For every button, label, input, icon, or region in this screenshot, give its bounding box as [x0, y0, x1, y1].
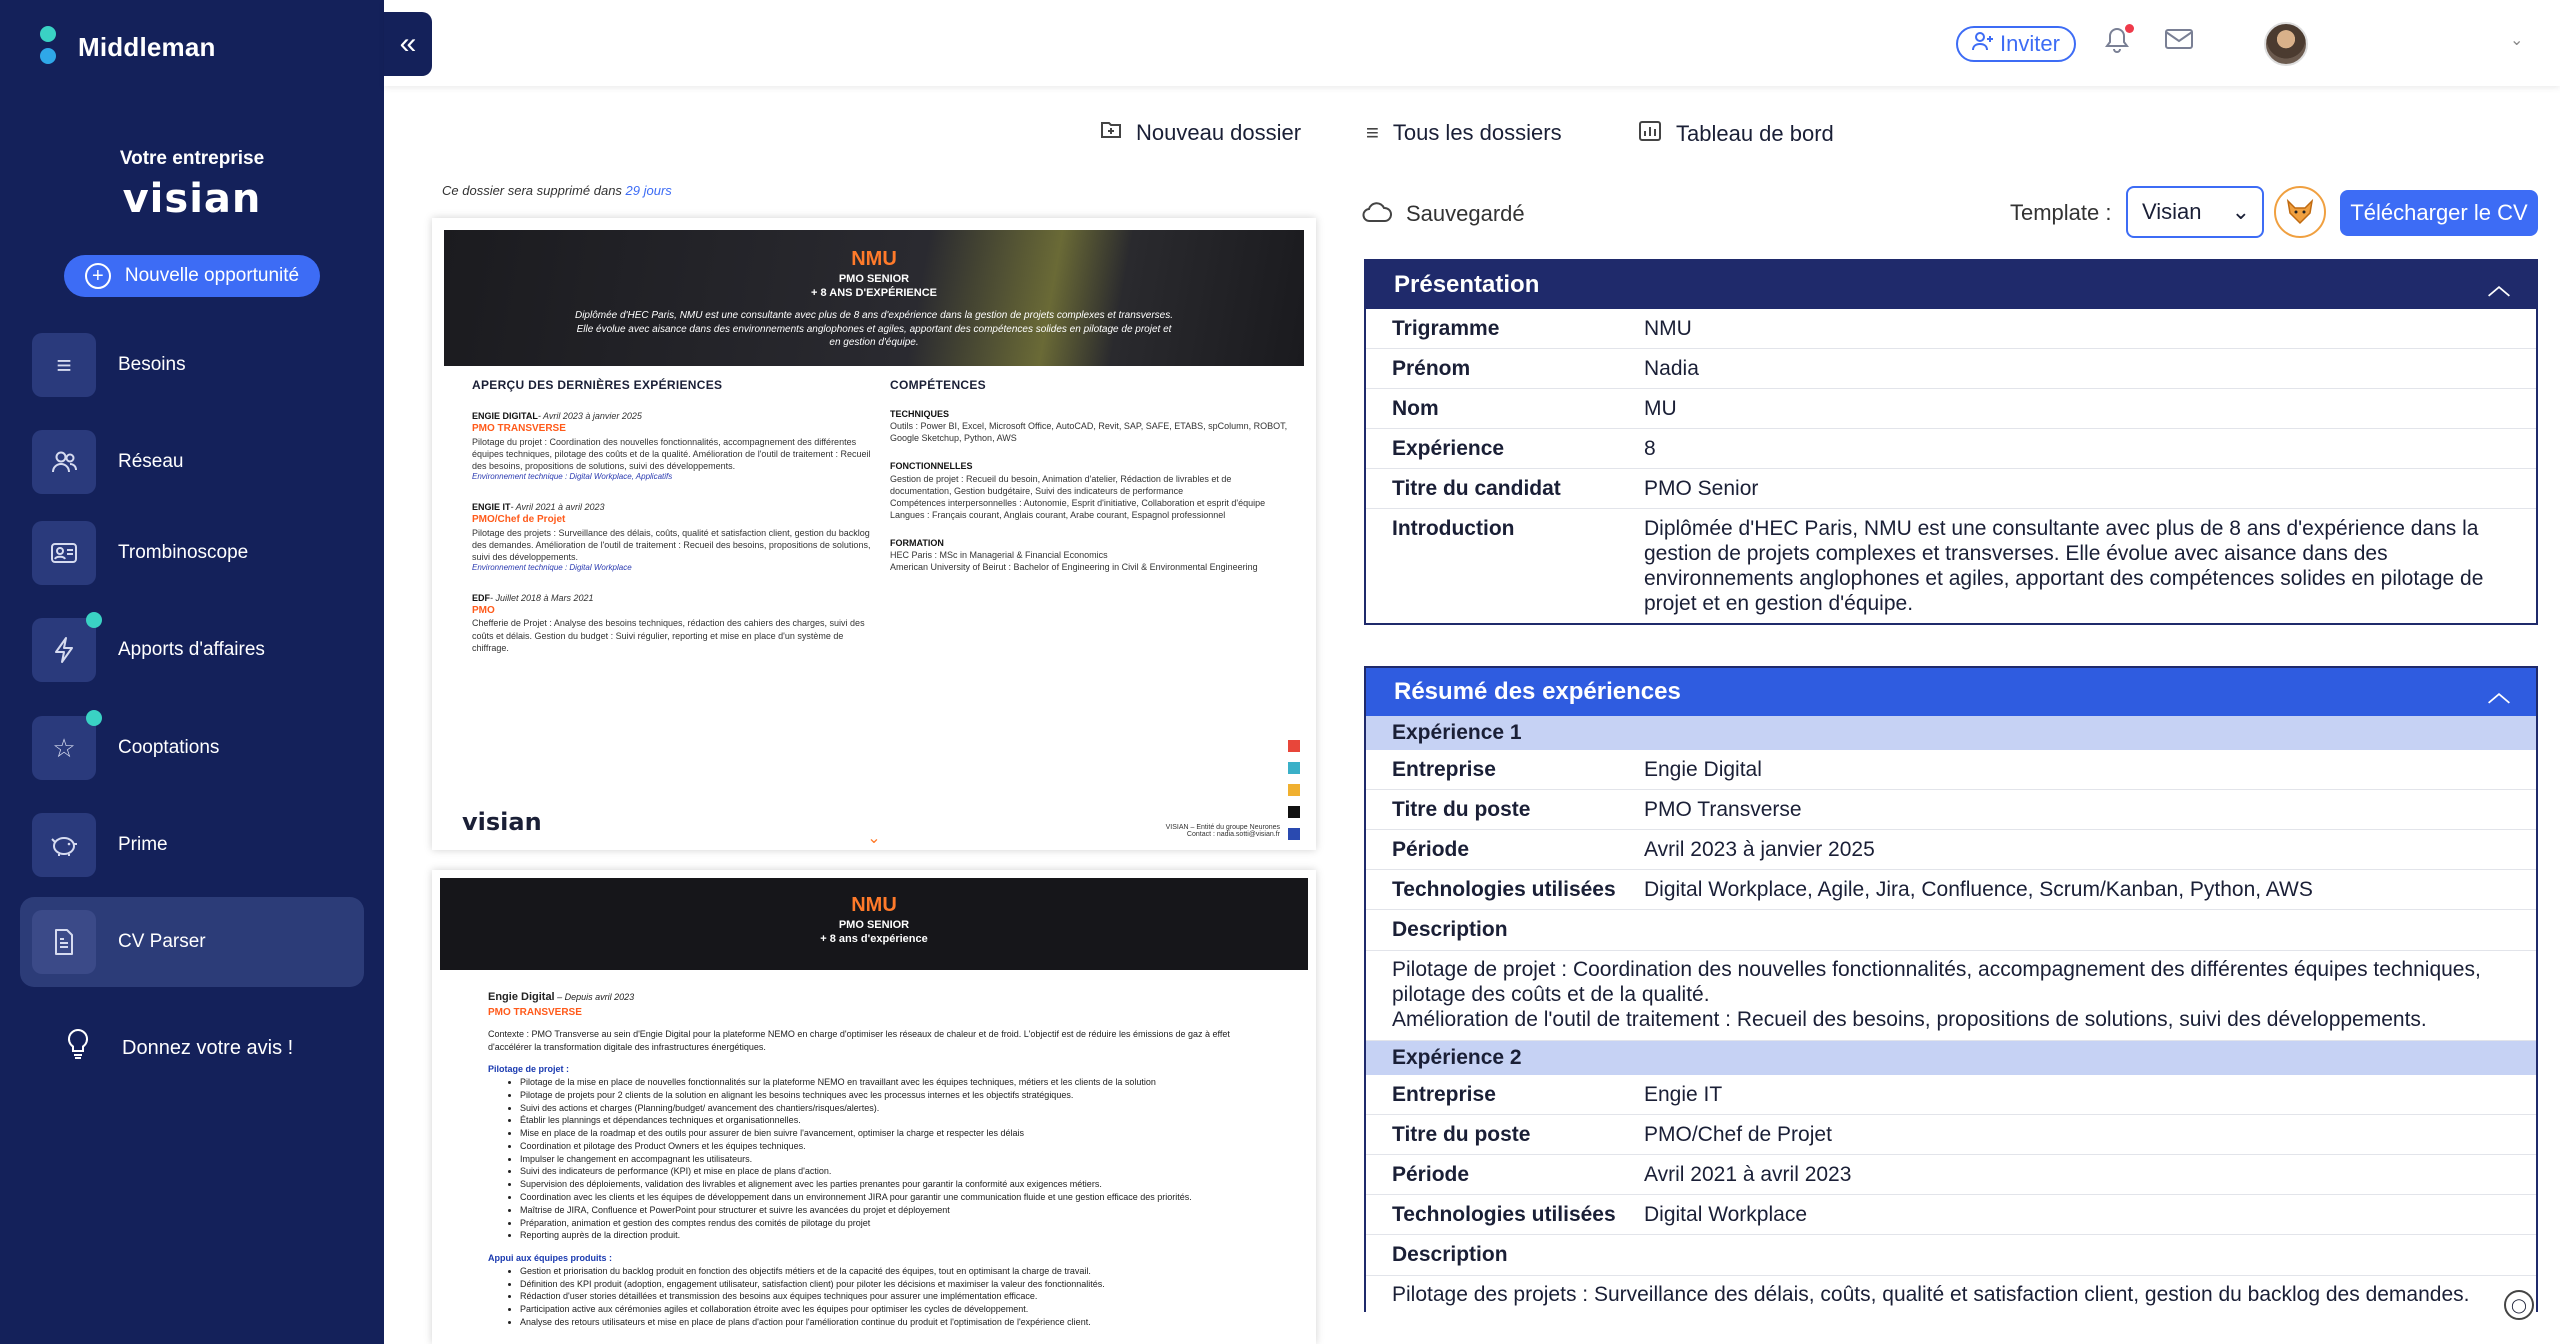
cv-skill-group: [890, 537, 1292, 573]
chat-help-button[interactable]: [2504, 1290, 2534, 1320]
sidebar-item-label: Prime: [118, 834, 168, 855]
notification-dot: [86, 612, 102, 628]
experiences-title: Résumé des expériences: [1394, 678, 1681, 705]
presentation-header[interactable]: [1366, 261, 2536, 309]
field-row[interactable]: [1366, 1155, 2536, 1195]
cv-skill-group: [890, 460, 1292, 521]
skill-title: FONCTIONNELLES: [890, 461, 973, 472]
bullet-item: • Rédaction d'user stories détaillées et transmission des besoins aux équipes techniques pour assurer une implémentation efficace.: [520, 1290, 1268, 1303]
invite-label: Inviter: [2000, 31, 2060, 56]
field-row[interactable]: [1366, 750, 2536, 790]
double-chevron-left-icon: «: [399, 27, 417, 60]
field-row[interactable]: [1366, 469, 2536, 509]
chat-bubble-icon: ◯: [2511, 1296, 2527, 1313]
field-row[interactable]: [1366, 1195, 2536, 1235]
sidebar-item-label: Cooptations: [118, 737, 220, 758]
people-icon: [32, 430, 96, 494]
sidebar: [0, 0, 384, 1344]
sidebar-item-label: Trombinoscope: [118, 542, 249, 563]
footer-line: Contact : nadia.sotti@visian.fr: [1186, 831, 1280, 838]
cv-banner: [444, 230, 1304, 366]
exp-role: PMO TRANSVERSE: [472, 423, 566, 435]
cv-experiences-heading: [472, 378, 872, 392]
exp-company: ENGIE DIGITAL: [472, 411, 538, 421]
page-break-chevron-icon: ⌄: [867, 830, 881, 847]
exp-env: Environnement technique : Digital Workplace, Applicatifs: [472, 472, 673, 482]
notifications-button[interactable]: [2104, 26, 2130, 61]
star-icon: ☆: [32, 716, 96, 780]
cv-experience: [472, 410, 872, 483]
experience-heading: Expérience 1: [1366, 716, 2536, 750]
tab-tous-les-dossiers[interactable]: [1366, 120, 1562, 146]
cv-years: + 8 ANS D'EXPÉRIENCE: [811, 287, 937, 299]
new-opportunity-button[interactable]: [64, 255, 320, 297]
bullet-item: • Pilotage de projets pour 2 clients de la solution en alignant les besoins techniques avec les processus internes et les objectifs stratégiques.: [520, 1089, 1268, 1102]
exp-text: Chefferie de Projet : Analyse des besoins techniques, rédaction des cahiers des charges, suivi des coûts et délais. Gestion du budget : Suivi régulier, reporting et mise en place d'un système de chiffrage.: [472, 618, 865, 653]
exp-dates: – Depuis avril 2023: [557, 992, 635, 1002]
field-row[interactable]: [1366, 309, 2536, 349]
cv-detail-body: [488, 990, 1268, 1329]
list-icon: ≡: [32, 333, 96, 397]
fox-mascot-icon[interactable]: [2274, 186, 2326, 238]
field-value[interactable]: Avril 2023 à janvier 2025: [1644, 838, 1875, 861]
field-value[interactable]: PMO Transverse: [1644, 798, 1802, 821]
cv-years: + 8 ans d'expérience: [820, 933, 928, 945]
field-value[interactable]: Engie Digital: [1644, 758, 1762, 781]
exp-company: Engie Digital: [488, 991, 555, 1003]
exp-text: Pilotage du projet : Coordination des nouvelles fonctionnalités, accompagnement des différentes équipes techniques, pilotage des coûts et de la qualité. Amélioration de l'outil de traitement : Recueil des besoins, propositions de solutions, suivi des développements.: [472, 436, 871, 471]
skill-title: FORMATION: [890, 538, 944, 549]
unread-dot: [2125, 24, 2134, 33]
chevron-up-icon[interactable]: ︿: [2487, 273, 2510, 299]
sidebar-item-cooptations[interactable]: [20, 703, 364, 793]
cv-skills-column: [890, 378, 1292, 574]
field-label: Expérience: [1392, 437, 1505, 460]
field-value[interactable]: Nadia: [1644, 357, 1699, 380]
document-icon: [32, 910, 96, 974]
field-label: Technologies utilisées: [1392, 878, 1616, 901]
lightning-icon: [32, 618, 96, 682]
cloud-icon: [1362, 198, 1392, 230]
field-label: Période: [1392, 838, 1470, 861]
field-label: Prénom: [1392, 357, 1471, 380]
bullet-item: • Pilotage de la mise en place de nouvelles fonctionnalités sur la plateforme NEMO en travaillant avec les équipes techniques, métiers et les clients de la solution: [520, 1076, 1268, 1089]
chart-icon: [1638, 120, 1662, 148]
cv-experience: [472, 501, 872, 574]
exp-text: Pilotage des projets : Surveillance des délais, coûts, qualité et satisfaction client, gestion du backlog des demandes. Amélioration de l'outil de traitement : Recueil des besoins, propositions de solutions, suivi des développements.: [472, 527, 871, 562]
template-select[interactable]: [2126, 186, 2264, 238]
id-card-icon: [32, 521, 96, 585]
bullet-item: • Gestion et priorisation du backlog produit en fonction des objectifs métiers et de la capacité des équipes, tout en optimisant la charge de travail.: [520, 1265, 1268, 1278]
cv-skill-group: [890, 408, 1292, 444]
bullet-item: • Établir les plannings et dépendances techniques et organisationnelles.: [520, 1114, 1268, 1127]
sidebar-item-label: CV Parser: [118, 931, 206, 952]
field-row[interactable]: [1366, 830, 2536, 870]
field-label: Entreprise: [1392, 758, 1496, 781]
description-label: Description: [1366, 1235, 2536, 1276]
cv-intro: Diplômée d'HEC Paris, NMU est une consultante avec plus de 8 ans d'expérience dans la gestion de projets complexes et transverses. Elle évolue avec aisance dans des environnements anglophones et agiles, apportant des compétences solides en pilotage de projet et en gestion d'équipe.: [574, 310, 1174, 348]
exp-context: Contexte : PMO Transverse au sein d'Engie Digital pour la plateforme NEMO en charge d'optimiser les réseaux de chaleur et de froid. L'objectif est de réduire les émissions de gaz à effet d'accélérer la transformation digitale des infrastructures énergétiques.: [488, 1028, 1230, 1052]
exp-env: Environnement technique : Digital Workplace: [472, 562, 632, 572]
exp-dates: - Avril 2021 à avril 2023: [510, 501, 605, 512]
notification-dot: [86, 710, 102, 726]
bullet-item: • Reporting auprès de la direction produit.: [520, 1229, 1268, 1242]
field-label: Titre du poste: [1392, 1123, 1531, 1146]
heading-part: APERÇU DES DERNIÈRES: [472, 378, 634, 392]
exp-role: PMO: [472, 604, 495, 616]
lightbulb-icon: [60, 1028, 96, 1068]
field-value[interactable]: Digital Workplace: [1644, 1203, 1808, 1226]
cv-preview-page-1[interactable]: [432, 218, 1316, 850]
tab-nouveau-dossier[interactable]: [1100, 120, 1301, 146]
sidebar-item-label: Réseau: [118, 451, 184, 472]
exp-company: ENGIE IT: [472, 501, 511, 512]
chevron-up-icon[interactable]: ︿: [2487, 680, 2510, 706]
skill-line: American University of Beirut : Bachelor of Engineering in Civil & Environmental Engineering: [890, 562, 1258, 573]
skill-line: Gestion de projet : Recueil du besoin, Animation d'atelier, Rédaction de livrables et de documentation, Gestion budgétaire, Suivi des indicateurs de performance: [890, 473, 1232, 496]
cv-experiences-column: [472, 378, 872, 654]
company-logo: visian: [122, 176, 262, 222]
bullet-item: • Impulser le changement en accompagnant les utilisateurs.: [520, 1153, 1268, 1166]
save-status: [1362, 198, 1525, 230]
field-value[interactable]: NMU: [1644, 317, 1692, 340]
field-label: Introduction: [1392, 517, 1515, 540]
feedback-link[interactable]: [60, 1028, 293, 1068]
tab-label: Tableau de bord: [1676, 121, 1834, 146]
field-label: Titre du poste: [1392, 798, 1531, 821]
experiences-card: [1364, 666, 2538, 1312]
sidebar-item-cv-parser[interactable]: [20, 897, 364, 987]
cv-experience: [472, 592, 872, 654]
field-row[interactable]: [1366, 349, 2536, 389]
cv-name: NMU: [851, 894, 897, 916]
field-label: Période: [1392, 1163, 1470, 1186]
bullet-item: • Maîtrise de JIRA, Confluence et PowerPoint pour structurer et suivre les avancées du projet et déployement: [520, 1204, 1268, 1217]
field-value[interactable]: 8: [1644, 437, 1656, 460]
presentation-title: Présentation: [1394, 271, 1540, 298]
skill-line: Langues : Français courant, Anglais courant, Arabe courant, Espagnol professionnel: [890, 509, 1226, 520]
cv-role: PMO SENIOR: [838, 273, 910, 285]
company-block: [0, 148, 384, 222]
deletion-notice: [442, 183, 672, 198]
experiences-header[interactable]: [1366, 668, 2536, 716]
account-menu-caret-icon[interactable]: ⌄: [2510, 32, 2524, 49]
template-label: Template :: [2010, 200, 2112, 225]
field-value[interactable]: MU: [1644, 397, 1677, 420]
exp-bullets: [520, 1076, 1268, 1242]
sidebar-item-reseau[interactable]: [20, 417, 364, 507]
exp-section-title: Pilotage de projet :: [488, 1064, 570, 1075]
piggy-bank-icon: [32, 813, 96, 877]
user-plus-icon: [1972, 31, 1994, 57]
skill-line: Compétences interpersonnelles : Autonomie, Esprit d'initiative, Collaboration et esprit d'équipe: [890, 497, 1266, 508]
exp-company: EDF: [472, 592, 490, 603]
description-value[interactable]: Pilotage des projets : Surveillance des délais, coûts, qualité et satisfaction client, gestion du backlog des demandes.: [1366, 1276, 2536, 1312]
brand[interactable]: [38, 26, 216, 68]
cv-footer-logo: visian: [462, 808, 542, 836]
experience-heading: Expérience 2: [1366, 1041, 2536, 1075]
bullet-item: • Préparation, animation et gestion des comptes rendus des comités de pilotage du projet: [520, 1217, 1268, 1230]
middleman-logo-icon: [38, 26, 58, 68]
skill-line: Outils : Power BI, Excel, Microsoft Office, AutoCAD, Revit, SAP, SAFE, ETABS, spColumn, ROBOT, Google Sketchup, Python, AWS: [890, 421, 1288, 444]
sidebar-item-besoins[interactable]: [20, 320, 364, 410]
field-value[interactable]: PMO Senior: [1644, 477, 1759, 500]
exp-section-title: Appui aux équipes produits :: [488, 1253, 613, 1264]
topbar: [384, 0, 2560, 86]
exp-role: PMO TRANSVERSE: [488, 1006, 582, 1018]
field-label: Technologies utilisées: [1392, 1203, 1616, 1226]
field-value[interactable]: Avril 2021 à avril 2023: [1644, 1163, 1852, 1186]
field-value[interactable]: PMO/Chef de Projet: [1644, 1123, 1832, 1146]
folder-plus-icon: [1100, 120, 1122, 146]
sidebar-item-label: Besoins: [118, 354, 186, 375]
company-label: Votre entreprise: [119, 148, 265, 169]
brand-name: Middleman: [78, 31, 216, 62]
exp-dates: - Avril 2023 à janvier 2025: [537, 411, 642, 421]
cv-preview-page-2[interactable]: [432, 870, 1316, 1344]
chevron-down-icon: ⌄: [2231, 199, 2250, 224]
field-label: Trigramme: [1392, 317, 1500, 340]
bullet-item: • Coordination avec les clients et les équipes de développement dans un environnement JIRA pour garantir une communication fluide et une gestion efficace des priorités.: [520, 1191, 1268, 1204]
sidebar-item-prime[interactable]: [20, 800, 364, 890]
messages-button[interactable]: [2164, 26, 2194, 58]
exp-dates: - Juillet 2018 à Mars 2021: [490, 592, 594, 603]
field-value[interactable]: Engie IT: [1644, 1083, 1723, 1106]
deletion-notice-text: Ce dossier sera supprimé dans: [442, 183, 622, 198]
cv-name: NMU: [851, 248, 897, 270]
deletion-days: 29 jours: [625, 183, 672, 198]
tab-tableau-de-bord[interactable]: [1638, 120, 1834, 148]
field-row[interactable]: [1366, 509, 2536, 623]
mail-icon: [2164, 27, 2194, 51]
tab-label: Nouveau dossier: [1136, 120, 1302, 145]
list-icon: ≡: [1366, 120, 1379, 145]
field-label: Nom: [1392, 397, 1439, 420]
field-label: Entreprise: [1392, 1083, 1496, 1106]
template-select-value: Visian: [2142, 199, 2202, 224]
exp-role: PMO/Chef de Projet: [472, 514, 566, 525]
new-opportunity-label: Nouvelle opportunité: [124, 265, 300, 286]
user-avatar[interactable]: [2264, 22, 2308, 66]
sidebar-item-apports-affaires[interactable]: [20, 605, 364, 695]
exp-bullets: [520, 1265, 1268, 1329]
presentation-card: [1364, 259, 2538, 625]
description-label: Description: [1366, 910, 2536, 951]
collapse-sidebar-button[interactable]: [384, 12, 432, 76]
download-cv-button[interactable]: Télécharger le CV: [2340, 190, 2538, 236]
sidebar-item-label: Apports d'affaires: [118, 639, 265, 660]
bullet-item: • Coordination et pilotage des Product Owners et les équipes techniques.: [520, 1140, 1268, 1153]
cv-skills-heading: COMPÉTENCES: [890, 378, 986, 392]
invite-button[interactable]: [1956, 26, 2076, 62]
field-label: Titre du candidat: [1392, 477, 1561, 500]
description-value[interactable]: Pilotage de projet : Coordination des nouvelles fonctionnalités, accompagnement des différentes équipes techniques, pilotage des coûts et de la qualité. Amélioration de l'outil de traitement : Recueil des besoins, propositions de solutions, suivi des développements.: [1366, 951, 2536, 1041]
heading-part: EXPÉRIENCES: [633, 378, 723, 392]
bullet-item: • Suivi des indicateurs de performance (KPI) et mise en place de plans d'action.: [520, 1165, 1268, 1178]
field-value[interactable]: Diplômée d'HEC Paris, NMU est une consultante avec plus de 8 ans d'expérience dans la gestion de projets complexes et transverses. Elle évolue avec aisance dans des environnements anglophones et agiles, apportant des compétences solides en pilotage de projet et en gestion d'équipe.: [1644, 517, 2484, 615]
bullet-item: • Participation active aux cérémonies agiles et collaboration étroite avec les équipes pour optimiser les cycles de développement.: [520, 1303, 1268, 1316]
feedback-label: Donnez votre avis !: [122, 1036, 294, 1059]
field-value[interactable]: Digital Workplace, Agile, Jira, Confluence, Scrum/Kanban, Python, AWS: [1644, 878, 2313, 901]
field-row[interactable]: [1366, 870, 2536, 910]
save-status-label: Sauvegardé: [1406, 201, 1525, 226]
field-row[interactable]: [1366, 790, 2536, 830]
plus-circle-icon: +: [85, 263, 111, 289]
skill-line: HEC Paris : MSc in Managerial & Financial Economics: [890, 550, 1108, 561]
bullet-item: • Analyse des retours utilisateurs et mise en place de plans d'action pour l'amélioration continue du produit et l'optimisation de l'expérience client.: [520, 1316, 1268, 1329]
field-row[interactable]: [1366, 389, 2536, 429]
bullet-item: • Suivi des actions et charges (Planning/budget/ avancement des chantiers/risques/alertes).: [520, 1102, 1268, 1115]
decorative-squares: [1288, 730, 1302, 840]
cv-role: PMO SENIOR: [838, 919, 910, 931]
field-row[interactable]: [1366, 1075, 2536, 1115]
sidebar-item-trombinoscope[interactable]: [20, 508, 364, 598]
field-row[interactable]: [1366, 429, 2536, 469]
tab-label: Tous les dossiers: [1392, 120, 1562, 145]
cv-banner: [440, 878, 1308, 970]
field-row[interactable]: [1366, 1115, 2536, 1155]
bullet-item: • Supervision des déploiements, validation des livrables et alignement avec les parties prenantes pour garantir la conformité aux exigences métiers.: [520, 1178, 1268, 1191]
skill-title: TECHNIQUES: [890, 409, 950, 419]
footer-line: VISIAN – Entité du groupe Neurones: [1165, 824, 1280, 831]
bullet-item: • Mise en place de la roadmap et des outils pour assurer de bien suivre l'avancement, optimiser la charge et respecter les délais: [520, 1127, 1268, 1140]
bullet-item: • Définition des KPI produit (adoption, engagement utilisateur, satisfaction client) pour piloter les décisions et maximiser la valeur des fonctionnalités.: [520, 1278, 1268, 1291]
